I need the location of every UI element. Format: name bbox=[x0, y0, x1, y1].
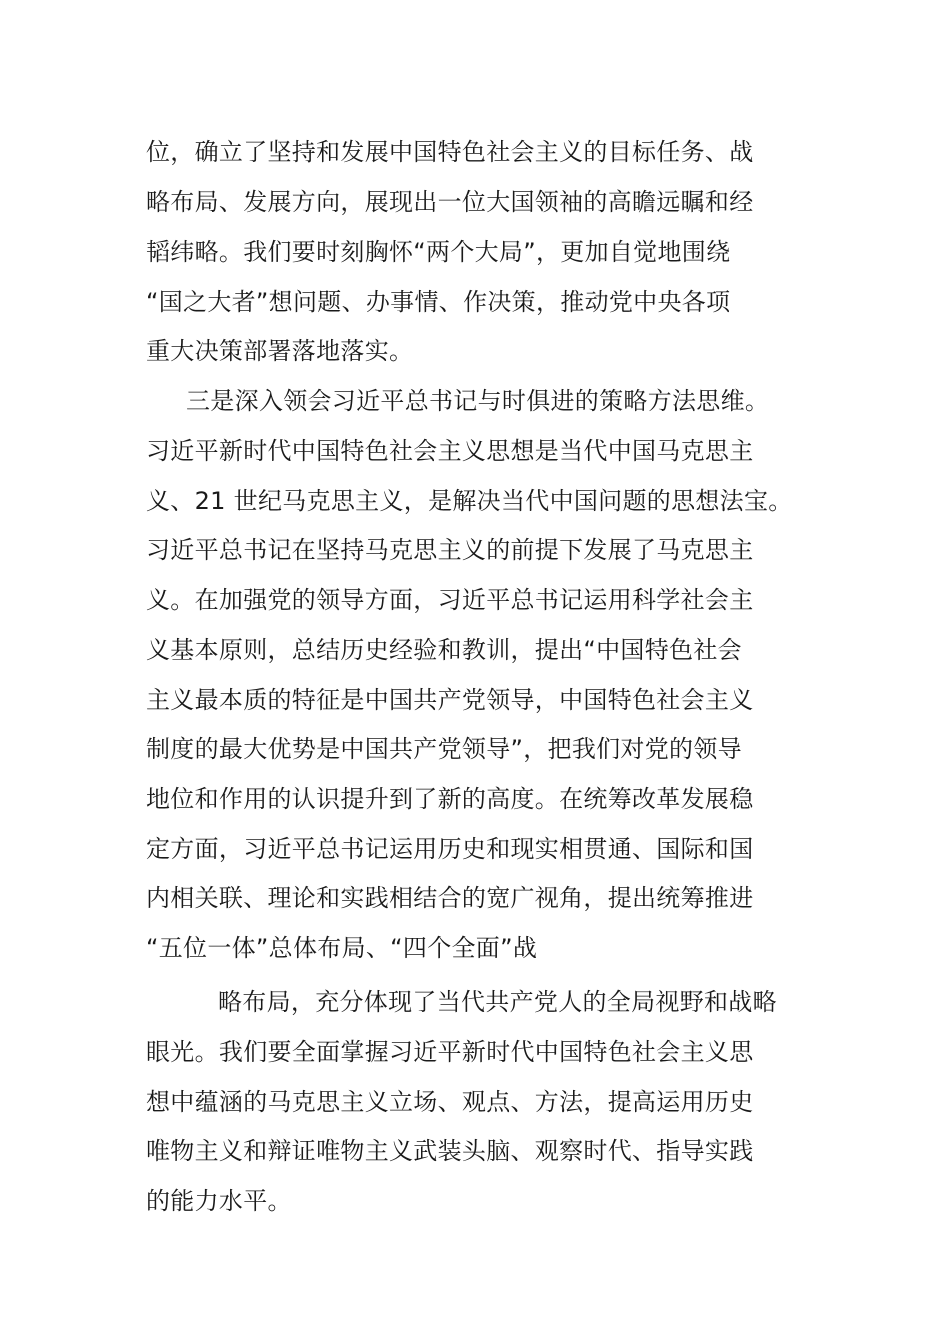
text-line: “国之大者”想问题、办事情、作决策，推动党中央各项 bbox=[146, 288, 731, 316]
text-line: 内相关联、理论和实践相结合的宽广视角，提出统筹推进 bbox=[146, 884, 754, 912]
text-line: 重大决策部署落地落实。 bbox=[146, 337, 414, 365]
text-line: 定方面，习近平总书记运用历史和现实相贯通、国际和国 bbox=[146, 835, 754, 863]
text-line: 眼光。我们要全面掌握习近平新时代中国特色社会主义思 bbox=[146, 1038, 754, 1066]
text-line: 义。在加强党的领导方面，习近平总书记运用科学社会主 bbox=[146, 586, 754, 614]
text-line: 地位和作用的认识提升到了新的高度。在统筹改革发展稳 bbox=[146, 785, 754, 813]
text-line: 位，确立了坚持和发展中国特色社会主义的目标任务、战 bbox=[146, 138, 754, 166]
text-line: 的能力水平。 bbox=[146, 1187, 292, 1215]
text-line: 义、21 世纪马克思主义，是解决当代中国问题的思想法宝。 bbox=[146, 487, 793, 515]
text-line: 韬纬略。我们要时刻胸怀“两个大局”，更加自觉地围绕 bbox=[146, 238, 731, 266]
paragraph-start-line: 略布局，充分体现了当代共产党人的全局视野和战略 bbox=[218, 988, 777, 1016]
text-line: 制度的最大优势是中国共产党领导”，把我们对党的领导 bbox=[146, 735, 742, 763]
paragraph-start-line: 三是深入领会习近平总书记与时俱进的策略方法思维。 bbox=[186, 387, 770, 415]
text-line: 习近平新时代中国特色社会主义思想是当代中国马克思主 bbox=[146, 437, 754, 465]
text-line: “五位一体”总体布局、“四个全面”战 bbox=[146, 934, 538, 962]
text-line: 义基本原则，总结历史经验和教训，提出“中国特色社会 bbox=[146, 636, 742, 664]
text-line: 习近平总书记在坚持马克思主义的前提下发展了马克思主 bbox=[146, 536, 754, 564]
text-line: 唯物主义和辩证唯物主义武装头脑、观察时代、指导实践 bbox=[146, 1137, 754, 1165]
text-line: 主义最本质的特征是中国共产党领导，中国特色社会主义 bbox=[146, 686, 754, 714]
text-line: 想中蕴涵的马克思主义立场、观点、方法，提高运用历史 bbox=[146, 1088, 754, 1116]
text-line: 略布局、发展方向，展现出一位大国领袖的高瞻远瞩和经 bbox=[146, 188, 754, 216]
